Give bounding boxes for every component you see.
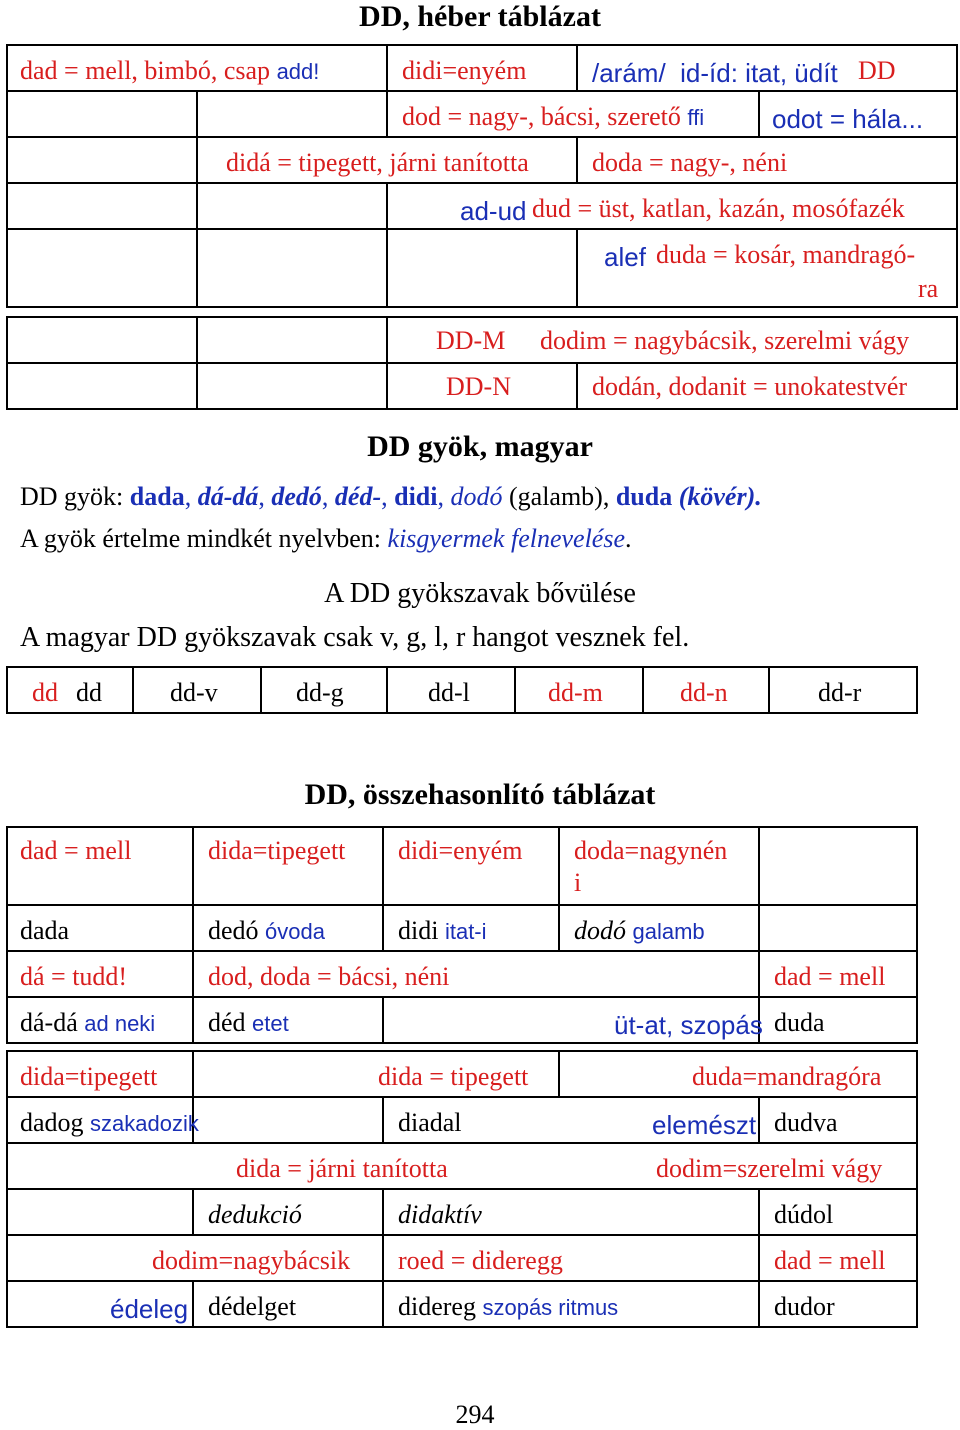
cmp-dudva: dudva bbox=[774, 1108, 838, 1137]
cmp-dodim-szerelmi: dodim=szerelmi vágy bbox=[656, 1154, 883, 1183]
hebrew-dd-label: DD bbox=[858, 56, 896, 85]
cmp-da-da: dá-dá ad neki bbox=[20, 1008, 156, 1037]
cmp-dida-jarni: dida = járni tanította bbox=[236, 1154, 448, 1183]
cmp-dedo: dedó óvoda bbox=[208, 916, 325, 945]
hebrew-didi: didi=enyém bbox=[402, 56, 527, 85]
expansion-title: A DD gyökszavak bővülése bbox=[324, 578, 636, 609]
exp-cell-dd-m: dd-m bbox=[548, 678, 603, 707]
hebrew-odot: odot = hála... bbox=[772, 104, 924, 134]
hebrew-dud: dud = üst, katlan, kazán, mosófazék bbox=[532, 194, 905, 223]
hebrew-ad-ud: ad-ud bbox=[460, 196, 527, 226]
hebrew-doda: doda = nagy-, néni bbox=[592, 148, 788, 177]
root-line-1: DD gyök: dada, dá-dá, dedó, déd-, didi, dodó (galamb), duda (kövér). bbox=[20, 482, 762, 511]
expansion-line: A magyar DD gyökszavak csak v, g, l, r hangot vesznek fel. bbox=[20, 622, 690, 653]
cmp-dod-doda: dod, doda = bácsi, néni bbox=[208, 962, 450, 991]
hebrew-dd-n: DD-N bbox=[446, 372, 511, 401]
root-section-title: DD gyök, magyar bbox=[367, 430, 593, 463]
cmp-dida-tipegett: dida=tipegett bbox=[208, 836, 346, 865]
cmp-ut-at: üt-at, szopás bbox=[614, 1010, 763, 1040]
cmp-dedukcio: dedukció bbox=[208, 1200, 302, 1229]
exp-cell-dd-v: dd-v bbox=[170, 678, 218, 707]
cmp-elemeszt: elemészt bbox=[652, 1110, 757, 1140]
cmp-dida-tipegett-3: dida = tipegett bbox=[378, 1062, 529, 1091]
cmp-duda: duda bbox=[774, 1008, 825, 1037]
hebrew-alef: alef bbox=[604, 242, 646, 272]
comparison-table-title: DD, összehasonlító táblázat bbox=[304, 778, 656, 811]
cmp-dodim-nagybacsik: dodim=nagybácsik bbox=[152, 1246, 351, 1275]
exp-cell-dd-r: dd-r bbox=[818, 678, 862, 707]
cmp-dad-mell: dad = mell bbox=[20, 836, 132, 865]
cmp-duda-mandragora: duda=mandragóra bbox=[692, 1062, 882, 1091]
cmp-diadal: diadal bbox=[398, 1108, 462, 1137]
hebrew-dod: dod = nagy-, bácsi, szerető ffi bbox=[402, 102, 705, 131]
cmp-edeleg: édeleg bbox=[110, 1294, 189, 1324]
hebrew-table-title: DD, héber táblázat bbox=[359, 0, 601, 33]
cmp-didi: didi itat-i bbox=[398, 916, 487, 945]
exp-cell-dd-red: dd bbox=[32, 678, 58, 707]
cmp-dodo: dodó galamb bbox=[574, 916, 705, 945]
root-line-2: A gyök értelme mindkét nyelvben: kisgyermek felnevelése. bbox=[20, 524, 632, 553]
cmp-doda-nagyneni: doda=nagynén bbox=[574, 836, 728, 865]
hebrew-duda-cont: ra bbox=[918, 274, 939, 303]
cmp-ded: déd etet bbox=[208, 1008, 289, 1037]
exp-cell-dd-g: dd-g bbox=[296, 678, 344, 707]
cmp-didaktiv: didaktív bbox=[398, 1200, 482, 1229]
cmp-doda-nagyneni-cont: i bbox=[574, 868, 582, 897]
hebrew-dodan: dodán, dodanit = unokatestvér bbox=[592, 372, 908, 401]
cmp-dada: dada bbox=[20, 916, 70, 945]
hebrew-dad: dad = mell, bimbó, csap add! bbox=[20, 56, 320, 85]
exp-cell-dd: dd bbox=[76, 678, 102, 707]
hebrew-dida: didá = tipegett, járni tanította bbox=[226, 148, 529, 177]
hebrew-duda: duda = kosár, mandragó- bbox=[656, 240, 916, 269]
exp-cell-dd-l: dd-l bbox=[428, 678, 470, 707]
cmp-dad-mell-2: dad = mell bbox=[774, 962, 886, 991]
cmp-didi-enyem: didi=enyém bbox=[398, 836, 523, 865]
cmp-roed: roed = dideregg bbox=[398, 1246, 563, 1275]
cmp-dad-mell-3: dad = mell bbox=[774, 1246, 886, 1275]
cmp-dudol: dúdol bbox=[774, 1200, 834, 1229]
hebrew-dodim: dodim = nagybácsik, szerelmi vágy bbox=[540, 326, 910, 355]
cmp-dadog: dadog szakadozik bbox=[20, 1108, 199, 1137]
hebrew-dd-m: DD-M bbox=[436, 326, 506, 355]
hebrew-aram: /arám/ id-íd: itat, üdít bbox=[592, 58, 838, 88]
exp-cell-dd-n: dd-n bbox=[680, 678, 728, 707]
cmp-dedelget: dédelget bbox=[208, 1292, 297, 1321]
cmp-dida-tipegett-2: dida=tipegett bbox=[20, 1062, 158, 1091]
cmp-dudor: dudor bbox=[774, 1292, 835, 1321]
page-number: 294 bbox=[455, 1400, 495, 1429]
cmp-didereg: didereg szopás ritmus bbox=[398, 1292, 619, 1321]
cmp-da-tudd: dá = tudd! bbox=[20, 962, 128, 991]
